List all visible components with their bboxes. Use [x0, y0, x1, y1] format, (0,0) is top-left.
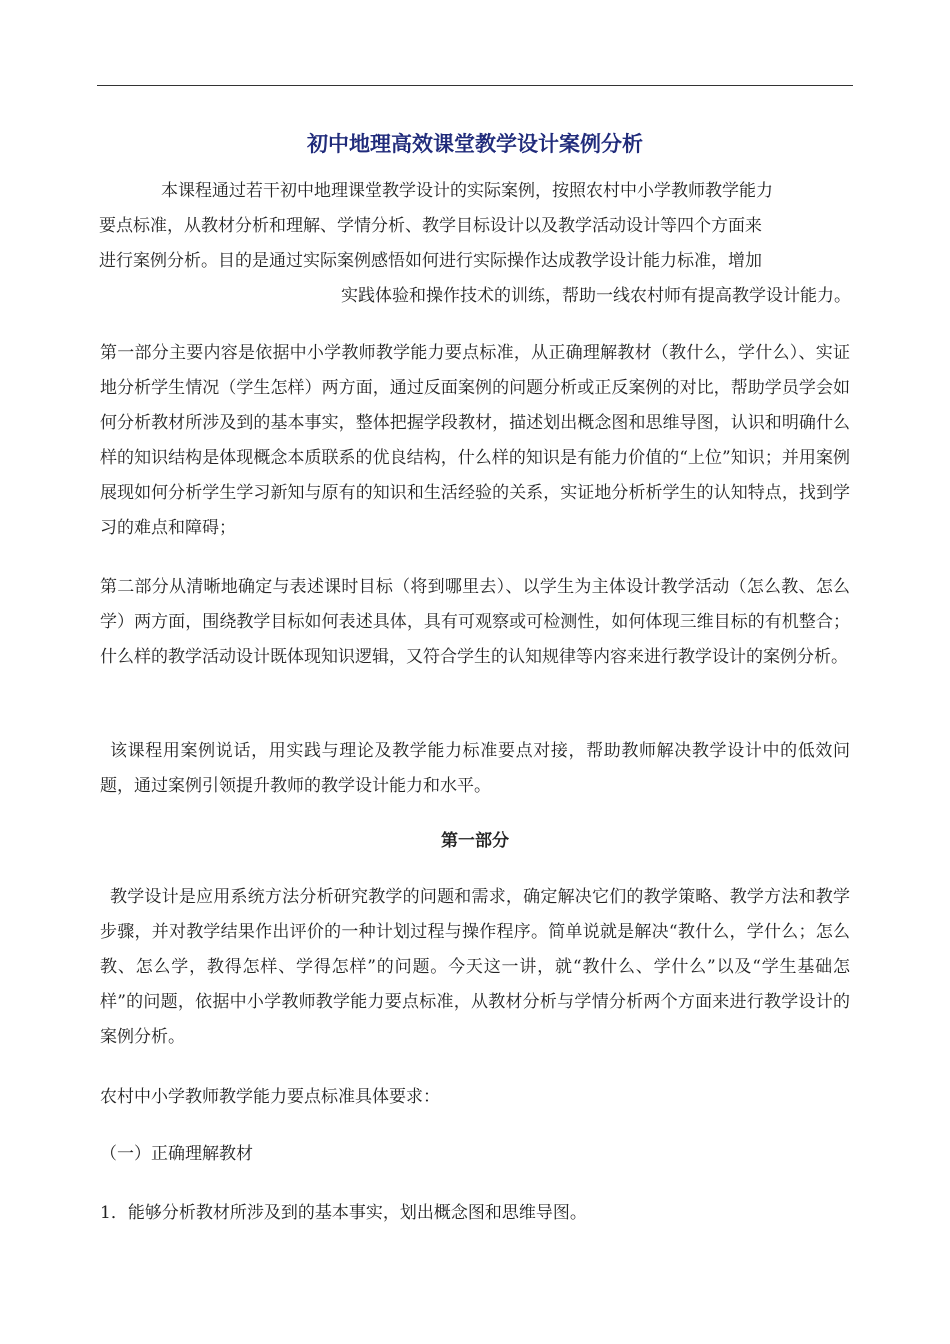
abstract-line: 要点标准，从教材分析和理解、学情分析、教学目标设计以及教学活动设计等四个方面来 — [99, 216, 762, 236]
abstract-paragraph — [99, 174, 851, 314]
item-heading: （一）正确理解教材 — [100, 1144, 253, 1164]
list-item: 1．能够分析教材所涉及到的基本事实，划出概念图和思维导图。 — [100, 1203, 587, 1223]
part2-summary-paragraph: 第二部分从清晰地确定与表述课时目标（将到哪里去）、以学生为主体设计教学活动（怎么教、怎么学）两方面，围绕教学目标如何表述具体，具有可观察或可检测性，如何体现三维目标的有机整合；什么样的教学活动设计既体现知识逻辑，又符合学生的认知规律等内容来进行教学设计的案例分析。 — [100, 577, 850, 667]
section-heading: 第一部分 — [441, 831, 509, 851]
definition-paragraph: 教学设计是应用系统方法分析研究教学的问题和需求，确定解决它们的教学策略、教学方法和教学步骤，并对教学结果作出评价的一种计划过程与操作程序。简单说就是解决“教什么，学什么；怎么教、怎么学，教得怎样、学得怎样”的问题。今天这一讲，就“教什么、学什么”以及“学生基础怎样”的问题，依据中小学教师教学能力要点标准，从教材分析与学情分析两个方面来进行教学设计的案例分析。 — [100, 887, 850, 1047]
abstract-line: 实践体验和操作技术的训练，帮助一线农村师有提高教学设计能力。 — [341, 286, 851, 306]
header-rule — [97, 85, 853, 86]
abstract-line: 本课程通过若干初中地理课堂教学设计的实际案例，按照农村中小学教师教学能力 — [161, 181, 773, 201]
abstract-line: 进行案例分析。目的是通过实际案例感悟如何进行实际操作达成教学设计能力标准，增加 — [99, 251, 762, 271]
part1-summary-paragraph: 第一部分主要内容是依据中小学教师教学能力要点标准，从正确理解教材（教什么，学什么）、实证地分析学生情况（学生怎样）两方面，通过反面案例的问题分析或正反案例的对比，帮助学员学会如何分析教材所涉及到的基本事实，整体把握学段教材，描述划出概念图和思维导图，认识和明确什么样的知识结构是体现概念本质联系的优良结构，什么样的知识是有能力价值的“上位”知识；并用案例展现如何分析学生学习新知与原有的知识和生活经验的关系，实证地分析析学生的认知特点，找到学习的难点和障碍； — [100, 343, 850, 538]
course-summary-paragraph: 该课程用案例说话，用实践与理论及教学能力标准要点对接，帮助教师解决教学设计中的低效问题，通过案例引领提升教师的教学设计能力和水平。 — [100, 741, 850, 796]
requirements-intro: 农村中小学教师教学能力要点标准具体要求： — [100, 1087, 440, 1107]
document-title: 初中地理高效课堂教学设计案例分析 — [307, 132, 643, 156]
